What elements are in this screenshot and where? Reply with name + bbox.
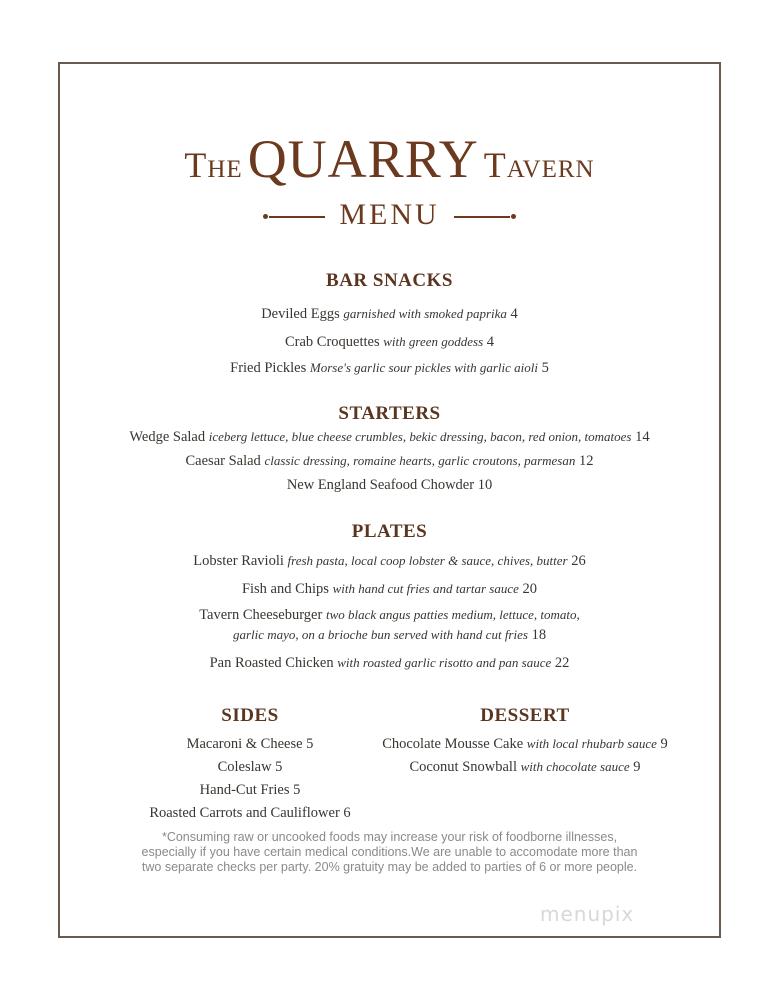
menu-item: [58, 477, 721, 494]
item-desc: classic dressing, romaine hearts, garlic croutons, parmesan: [264, 453, 576, 468]
item-name: Fish and Chips: [241, 581, 329, 597]
item-name: Crab Croquettes: [284, 334, 380, 350]
section-heading-starters: STARTERS: [338, 403, 441, 424]
menu-item: [58, 655, 721, 672]
item-desc: iceberg lettuce, blue cheese crumbles, bekic dressing, bacon, red onion, tomatoes: [208, 429, 632, 444]
menu-item: [58, 429, 721, 446]
item-desc: Morse's garlic sour pickles with garlic aioli: [309, 360, 538, 375]
item-price: 5: [541, 360, 549, 376]
item-price: 4: [510, 306, 518, 322]
item-name: New England Seafood Chowder: [286, 477, 475, 493]
item-desc: with hand cut fries and tartar sauce: [332, 581, 519, 596]
item-desc: with local rhubarb sauce: [526, 736, 657, 751]
item-price: 5: [306, 736, 314, 752]
item-name: Coconut Snowball: [409, 759, 517, 775]
menu-item: [130, 782, 370, 799]
item-price: 5: [293, 782, 301, 798]
watermark-logo: menupix: [540, 902, 635, 926]
restaurant-title: [58, 128, 721, 190]
divider-left: [269, 216, 325, 218]
item-name: Wedge Salad: [129, 429, 206, 445]
dessert-column: [365, 705, 685, 776]
title-suffix: Tavern: [483, 145, 595, 185]
menu-item: [130, 759, 370, 776]
item-name: Chocolate Mousse Cake: [382, 736, 524, 752]
item-price: 5: [275, 759, 283, 775]
item-desc: with roasted garlic risotto and pan sauce: [337, 655, 552, 670]
item-name: Coleslaw: [217, 759, 272, 775]
section-heading-sides: SIDES: [221, 705, 279, 726]
item-price: 10: [477, 477, 493, 493]
item-price: 26: [571, 553, 586, 569]
menu-item: [58, 334, 721, 351]
item-name: Tavern Cheeseburger: [199, 607, 323, 623]
menu-item: [58, 453, 721, 470]
menu-item: [58, 553, 721, 570]
item-name: Pan Roasted Chicken: [209, 655, 334, 671]
menu-heading: [58, 198, 721, 232]
section-heading-bar-snacks: BAR SNACKS: [326, 270, 453, 291]
item-name: Deviled Eggs: [261, 306, 340, 322]
item-name: Roasted Carrots and Cauliflower: [149, 805, 340, 821]
item-desc: garnished with smoked paprika: [343, 306, 507, 321]
menu-item: [130, 736, 370, 753]
menu-item: [58, 306, 721, 323]
item-name: Macaroni & Cheese: [186, 736, 303, 752]
title-prefix: The: [184, 145, 243, 185]
item-name: Caesar Salad: [185, 453, 261, 469]
item-desc: garlic mayo, on a brioche bun served with hand cut fries: [232, 627, 528, 642]
divider-right: [454, 216, 510, 218]
item-price: 6: [343, 805, 351, 821]
item-desc: with green goddess: [383, 334, 484, 349]
section-heading-plates: PLATES: [351, 521, 428, 542]
item-name: Hand-Cut Fries: [199, 782, 290, 798]
menu-label: MENU: [339, 198, 440, 231]
item-desc: two black angus patties medium, lettuce, tomato,: [325, 607, 580, 622]
disclaimer: [58, 830, 721, 875]
title-main: QUARRY: [247, 129, 479, 189]
menu-item: [58, 360, 721, 377]
menu-item: [130, 805, 370, 822]
item-price: 14: [635, 429, 650, 445]
disclaimer-line: two separate checks per party. 20% gratuity may be added to parties of 6 or more people.: [141, 860, 638, 874]
menu-item: [58, 581, 721, 598]
menu-item: [58, 607, 721, 624]
item-price: 22: [554, 655, 570, 671]
item-price: 9: [633, 759, 641, 775]
menu-item: [365, 736, 685, 753]
item-desc: with chocolate sauce: [520, 759, 630, 774]
menu-item: [365, 759, 685, 776]
sides-column: [130, 705, 370, 822]
item-price: 9: [660, 736, 668, 752]
section-heading-dessert: DESSERT: [480, 705, 570, 726]
item-price: 18: [531, 627, 547, 643]
menu-item-continued: [58, 627, 721, 644]
disclaimer-line: especially if you have certain medical conditions.We are unable to accomodate more than: [141, 845, 638, 859]
item-desc: fresh pasta, local coop lobster & sauce, chives, butter: [287, 553, 568, 568]
item-price: 12: [578, 453, 594, 469]
item-name: Fried Pickles: [230, 360, 307, 376]
disclaimer-line: *Consuming raw or uncooked foods may increase your risk of foodborne illnesses,: [161, 830, 618, 844]
item-price: 20: [522, 581, 538, 597]
item-name: Lobster Ravioli: [193, 553, 284, 569]
item-price: 4: [486, 334, 495, 350]
